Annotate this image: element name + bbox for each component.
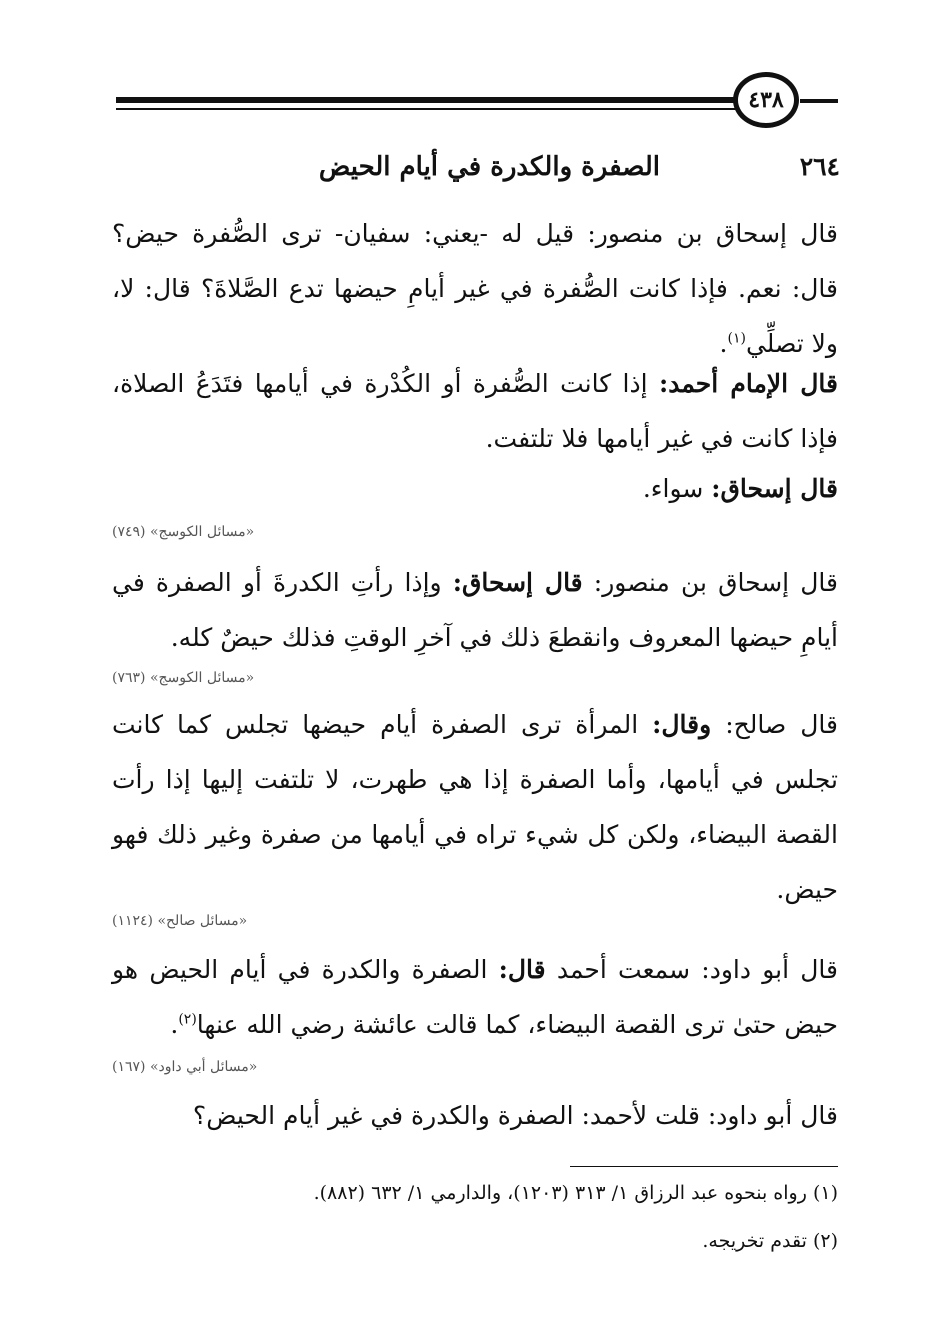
paragraph-text: قال أبو داود: سمعت أحمد	[545, 955, 838, 984]
source-citation: «مسائل الكوسج» (٧٤٩)	[112, 524, 255, 540]
footnote-ref: (٢)	[178, 1011, 197, 1028]
footnote-number: (١)	[812, 1182, 838, 1204]
section-title: الصفرة والكدرة في أيام الحيض	[318, 152, 660, 182]
footnote-text: تقدم تخريجه.	[702, 1230, 807, 1252]
footnote-2	[112, 1226, 838, 1256]
paragraph-text: قال أبو داود: قلت لأحمد: الصفرة والكدرة في غير أيام الحيض؟	[192, 1101, 838, 1130]
header-rule-stub	[800, 99, 838, 103]
paragraph-text: إذا كانت الصُّفرة أو الكُدْرة في أيامها فتَدَعُ الصلاة، فإذا كانت في غير أيامها فلا تلتفت.	[112, 369, 838, 453]
paragraph-text: قال إسحاق بن منصور: قيل له -يعني: سفيان- ترى الصُّفرة حيض؟ قال: نعم. فإذا كانت الصُّفرة في غير أيامِ حيضها تدع الصَّلاةَ؟ قال: لا، ولا تصلِّي	[112, 219, 838, 358]
paragraph-text: وإذا رأتِ الكدرةَ أو الصفرة في أيامِ حيضها المعروف وانقطعَ ذلك في آخرِ الوقتِ فذلك حيضٌ كله.	[112, 568, 838, 652]
footnote-ref: (١)	[727, 330, 746, 347]
footnote-separator	[570, 1166, 838, 1167]
paragraph-2	[112, 356, 838, 466]
header-rule-thin	[116, 108, 736, 110]
speaker-label: قال إسحاق:	[452, 568, 583, 597]
paragraph-text: المرأة ترى الصفرة أيام حيضها تجلس كما كانت تجلس في أيامها، وأما الصفرة إذا هي طهرت، لا تلتفت إليها إذا رأت القصة البيضاء، ولكن كل شيء تراه في أيامها من صفرة وغير ذلك فهو حيض.	[112, 710, 838, 904]
paragraph-4	[112, 555, 838, 665]
speaker-label: قال:	[498, 955, 546, 984]
paragraph-text: سواء.	[642, 474, 712, 503]
source-citation: «مسائل أبي داود» (١٦٧)	[112, 1059, 258, 1075]
footnote-1	[112, 1178, 838, 1208]
page-number: ٤٣٨	[733, 72, 799, 128]
footnote-number: (٢)	[812, 1230, 838, 1252]
footnote-text: رواه بنحوه عبد الرزاق ١/ ٣١٣ (١٢٠٣)، والدارمي ١/ ٦٣٢ (٨٨٢).	[313, 1182, 807, 1204]
source-citation: «مسائل الكوسج» (٧٦٣)	[112, 670, 255, 686]
speaker-label: قال إسحاق:	[711, 474, 838, 503]
paragraph-end: .	[719, 329, 728, 358]
paragraph-3	[112, 461, 838, 516]
paragraph-text: الصفرة والكدرة في أيام الحيض هو حيض حتىٰ ترى القصة البيضاء، كما قالت عائشة رضي الله عنها	[112, 955, 838, 1039]
issue-number: ٢٦٤	[799, 152, 840, 181]
paragraph-text: قال صالح:	[711, 710, 838, 739]
paragraph-1	[112, 206, 838, 371]
paragraph-5	[112, 697, 838, 917]
paragraph-6	[112, 942, 838, 1052]
speaker-label: وقال:	[652, 710, 712, 739]
paragraph-7	[112, 1088, 838, 1143]
paragraph-text: قال إسحاق بن منصور:	[582, 568, 838, 597]
paragraph-end: .	[170, 1010, 179, 1039]
header-rule	[116, 97, 736, 103]
speaker-label: قال الإمام أحمد:	[659, 369, 838, 398]
source-citation: «مسائل صالح» (١١٢٤)	[112, 913, 248, 929]
